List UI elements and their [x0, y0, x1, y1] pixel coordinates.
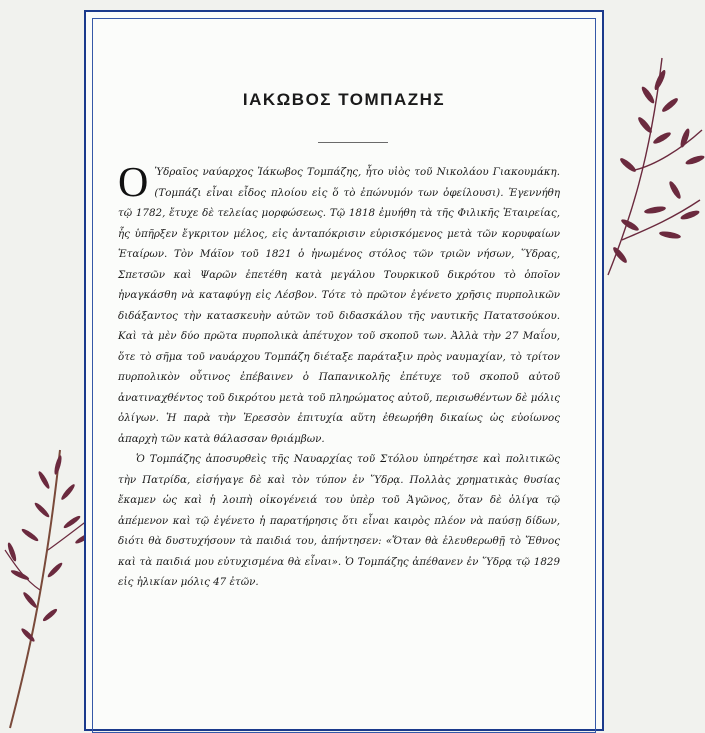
article-body: [118, 162, 560, 593]
page-title: ΙΑΚΩΒΟΣ ΤΟΜΠΑΖΗΣ: [242, 90, 446, 109]
paragraph-1-text: Ὑδραῖος ναύαρχος Ἰάκωβος Τομπάζης, ἦτο υἱὸς τοῦ Νικολάου Γιακουμάκη. (Τομπάζι εἶναι εἶδος πλοίου εἰς ὅ τὸ ἐπώνυμόν των ὀφείλουσι). Ἐγεννήθη τῷ 1782, ἔτυχε δὲ τελείας μορφώσεως. Τῷ 1818 ἐμυήθη τὰ τῆς Φιλικῆς Ἑταιρείας, ἧς ὑπῆρξεν ἔγκριτον μέλος, εἰς ἀνταπόκρισιν εὑρισκόμενος μετὰ τῶν κορυφαίων Ἑταίρων. Τὸν Μάϊον τοῦ 1821 ὁ ἡνωμένος στόλος τῶν τριῶν νήσων, Ὕδρας, Σπετσῶν καὶ Ψαρῶν ἐπετέθη κατὰ μεγάλου Τουρκικοῦ δικρότου τὸ ὁποῖον ἠναγκάσθη νὰ καταφύγῃ εἰς Λέσβον. Τότε τὸ πρῶτον ἐγένετο χρῆσις πυρπολικῶν διδάξαντος τὴν κατασκευὴν αὐτῶν τοῦ διδασκάλου τῆς ναυτικῆς Πατατσούκου. Καὶ τὰ μὲν δύο πρῶτα πυρπολικὰ ἀπέτυχον τοῦ σκοποῦ των. Ἀλλὰ τὴν 27 Μαΐου, ὅτε τὸ σῆμα τοῦ ναυάρχου Τομπάζη διέταξε παράταξιν πρὸς ναυμαχίαν, τὸ τρίτον πυρπολικὸν οὗτινος ἐπέβαινεν ὁ Παπανικολῆς ἐπέτυχε τοῦ σκοποῦ αὐτοῦ ἀνατιναχθέντος τοῦ δικρότου μετὰ τοῦ πληρώματος αὐτοῦ, περισωθέντων δὲ μόλις ὀλίγων. Ἡ παρὰ τὴν Ἐρεσσὸν ἐπιτυχία αὕτη ἐθεωρήθη δικαίως ὡς εὐοίωνος ἀπαρχὴ τῶν κατὰ θάλασσαν θριάμβων.: [118, 166, 560, 445]
paragraph-2: Ὁ Τομπάζης ἀποσυρθεὶς τῆς Ναυαρχίας τοῦ Στόλου ὑπηρέτησε καὶ πολιτικῶς τὴν Πατρίδα, εἰσήγαγε δὲ καὶ τὸν τύπον ἐν Ὕδρᾳ. Πολλὰς χρηματικὰς θυσίας ἔκαμεν ὡς καὶ ἡ λοιπὴ οἰκογένειά του ὑπὲρ τοῦ Ἀγῶνος, ὅταν δὲ ὀλίγα τῷ ἀπέμενον καὶ τῷ ἐγένετο ἡ παρατήρησις ὅτι εἶναι καιρὸς πλέον νὰ παύσῃ δίδων, διότι θὰ δυστυχήσουν τὰ παιδιά του, ἀπήντησεν: «Ὅταν θὰ ἐλευθερωθῇ τὸ Ἔθνος καὶ τὰ παιδιά μου εὐτυχισμένα θὰ εἶναι». Ὁ Τομπάζης ἀπέθανεν ἐν Ὕδρᾳ τῷ 1829 εἰς ἡλικίαν μόλις 47 ἐτῶν.: [118, 453, 560, 588]
olive-branch-icon: [600, 50, 705, 280]
page-frame: [84, 10, 604, 731]
paragraph-1: [118, 162, 560, 449]
title-divider: [318, 142, 388, 143]
drop-cap: Ο: [118, 160, 149, 206]
